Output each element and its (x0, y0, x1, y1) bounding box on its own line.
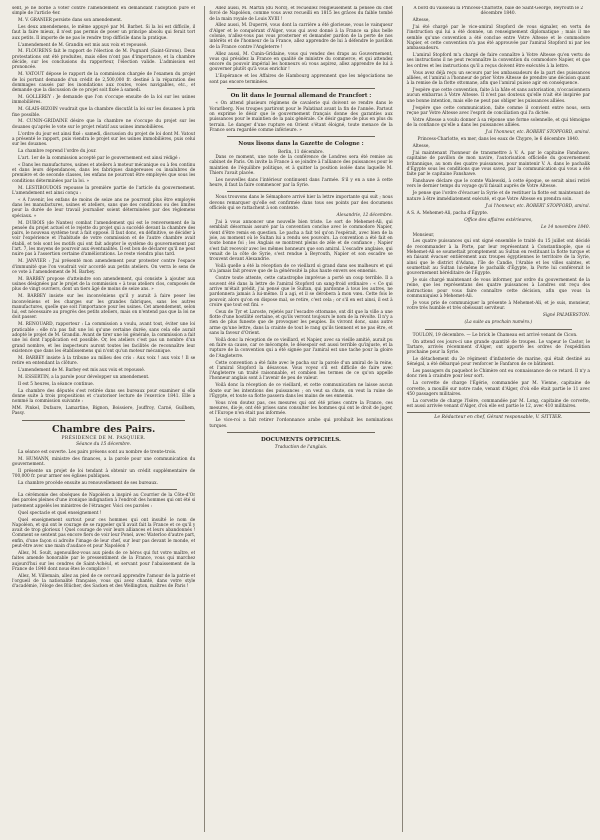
office-title: Office des affaires extérieures, (464, 217, 533, 223)
paragraph: L'amendement de M. Barbey est mis aux voix et repoussé. (18, 367, 146, 373)
signature: J'ai l'honneur, etc. ROBERT STOPFORD, amiral. (485, 129, 590, 135)
paragraph: L'art. 1er de la commission accepté par le gouvernement est ainsi rédigé : (18, 155, 181, 161)
letter-header: Princess-Charlotte, en mer, dans les eaux de Chypre, le 6 décembre 1840. (417, 137, 580, 143)
paragraph: M. CUNIN-GRIDAINE désire que la chambre ne s'occupe du projet sur les douanes qu'après le vote sur le projet relatif aux usines immobilières. (12, 119, 196, 130)
divider (30, 489, 177, 490)
salutation: Altesse, (412, 18, 430, 24)
presidence-line: PRÉSIDENCE DE M. PASQUIER. (61, 435, 146, 441)
editor-signoff: Le Rédacteur en chef, Gérant responsable, V. SITTIER. (407, 412, 590, 420)
signature: Signé PALMERSTON. (542, 313, 590, 319)
paragraph: M. GOLLEREY : Je demande que l'on s'occupe ensuite de la loi sur les usines immobilières. (12, 95, 196, 106)
paragraph: L'ordre du jour est ainsi fixé : samedi, discussion du projet de loi dont M. Vatout a présenté le rapport, puis viendra le projet sur les usines immobilières, puis celui sur les douanes. (12, 131, 196, 148)
salutation: Altesse, (412, 144, 430, 150)
paragraph: Votre Altesse a voulu donner à sa réponse une forme solennelle, et qui témoigne de la confiance qu'elle a dans les puissances alliées. (406, 117, 590, 129)
paragraph: M. BARBEY insiste à la tribune au milieu des cris : Aux voix ! aux voix ! Il se retire en entendant la clôture. (12, 355, 196, 366)
paragraph: Nous trouvons dans le Sémaphore arrivé hier la lettre importante qui suit ; nous devons remarquer qu'elle est confirmée dans tous ses points par des documens officiels qui se rattachent à son contexte. (209, 195, 393, 211)
columns (12, 6, 590, 832)
paragraph: M. DUBOIS (de Nantes) combat l'amendement qui est le renversement de la pensée du projet actuel et le rejette du projet qui a succédé devant la chambre des pairs, le nouveau système tout à fait opposé. Il faut donc, en définitive, se décider à voir l'expérience et l'habitude de votre commission et de l'autre chambre avait établi, et tels sont les motifs qui ont fait adopter le système du gouvernement par l'art. 7, les moyens de pourvoir aux éventualités. Il est bon de déclarer qu'il ne peut nuire pas à l'assertion certaine d'améliorations. Le reste viendra plus tard. (12, 220, 196, 258)
paragraph: TOULON, 19 décembre. — Le brick le Chameau est arrivé venant de Cicon. (412, 332, 578, 338)
paragraph: La chambre reprend l'ordre du jour. (18, 149, 97, 155)
paragraph: sent, je ne borne à voter contre l'amendement en demandant l'adoption pure et simple de l'article 4er. (12, 6, 196, 17)
paragraph: La corvette de charge l'Isère, commandée par M. Long, capitaine de corvette, est aussi arrivée venant d'Alger, d'où elle est partie le 12, avec 410 militaires. (406, 398, 590, 410)
paragraph: M. V. GRANIER persiste dans son amendement. (18, 18, 123, 24)
paragraph: J'espère que cette communication, faite comme il convient entre nous, sera reçue par Votre Altesse avec l'esprit de conciliation qui l'a dictée. (406, 105, 590, 116)
paragraph: Les deux amendemens, le même appuyé par M. Barbet. Si la loi est difficile, il faut la faire mieux, il n'est pas permis de poser un principe absolu qui ferait tort aux petits. Il importe de ne pas le rendre trop difficile dans la pratique. (12, 25, 196, 41)
paragraph: Le détachement du 2e régiment d'infanterie de marine, qui était destiné au Sénégal, a été débarqué pour renforcer le Fanfaron de ce bâtiment. (406, 357, 590, 368)
dateline: Berlin, 11 décembre. (278, 149, 324, 155)
paragraph: Les nouvelles dans l'intérieur continuent dans l'armée. S'il y en a une à cette heure, il faut la faire commencer par la Syrie. (209, 177, 393, 189)
divider (227, 136, 374, 137)
paragraph: M. ESSERTIN, a la parole pour développer un amendement. (18, 374, 150, 380)
paragraph: Contre toute attente, cette catastrophe imprévue a porté un coup terrible. Il a souvent été dans la lettre de l'amiral Stopford un sang-froid ordinaire : « Ce qui arrive m'était prédit, j'ai pensé que le Sultan, qui pardonne à tous les autres, ne pardonnera jamais à lui-même. Il a agi, et il se dérobera à mon vœu. Cette fois le pouvoir, alors qu'on en dispose mal, se retire, c'est cela ; or s'il en est ainsi, il est à croire que tout est fini. » (209, 276, 393, 308)
paragraph: On attend ces jours-ci une grande quantité de troupes. Le vapeur le Castor, le Tartare, arrivés récemment d'Alger, ont apporté les ordres de l'expédition prochaine pour la Syrie. (406, 339, 590, 356)
paragraph: J'ai été chargé par le vice-amiral Stopford de vous signaler, en vertu de l'instruction qui lui a été donnée, un renseignement diplomatique ; mais il me semble qu'une convention a été conclue entre Votre Altesse et le commodore Napier, et cette convention n'a pas été approuvée par l'amiral Stopford ni par les ambassadeurs. (406, 25, 590, 52)
paragraph: Voilà donc la réception de ce vieillard, et cette communication ne laisse aucun doute sur les intentions des puissances ; on veut sa chute, on veut la ruine de l'Égypte, et toute sa flotte passera dans les mains de ses ennemis. (209, 383, 393, 399)
paragraph: M. FLOURENS fait le rapport de l'élection de M. Pugnard (Saint-Girons). Deux protestations ont été produites, mais elles n'ont pas d'importance, et la chambre décide, sur les conclusions du rapporteur, l'élection valide. L'admission est prononcée. (12, 49, 196, 71)
paragraph: Allez aussi, M. Martin (du Nord), et recueillez religieusement la pensée du chef forcé de Napoléon, comme vous avez recueilli en 1815 les grâces du faible tombé de la main royale de Louis XVIII ! (209, 6, 393, 22)
paragraph: La corvette de charge l'Égérie, commandée par M. Vienne, capitaine de corvette, a mouillé sur notre rade, venant d'Alger, d'où elle était partie le 11 avec 450 passagers militaires. (406, 381, 590, 397)
paragraph: Les quatre puissances qui ont signé ensemble le traité du 15 juillet ont décidé de recommander à la Porte, par leur représentant à Constantinople, que si Mehemet-Ali se soumettait promptement au Sultan en restituant la flotte turque et en faisant évacuer entièrement aux troupes égyptiennes le territoire de la Syrie, ainsi que le district d'Adana, l'île de Candie, l'Arabie et les villes saintes, et soumettait au Sultan lui-même le pachalik d'Égypte, la Porte lui conférerait le gouvernement héréditaire de l'Égypte. (406, 239, 590, 277)
paragraph: La cérémonie des obsèques de Napoléon a inspiré au Courrier de la Côte-d'Or des paroles pleines d'une ironique indignation à l'endroit des hommes qui ont été si justement appelés les ministres de l'étranger. Voici ces paroles : (12, 493, 196, 509)
recipient: A S. A. Mehemet-Ali, pacha d'Égypte. (406, 210, 489, 216)
divider (425, 329, 572, 330)
paragraph: « A l'avenir, les enfans de moins de seize ans ne pourront plus être employés dans les manufactures, usines et ateliers, sans que des conditions ou des limites pour la durée de leur travail journalier soient déterminées par des règlemens spéciaux. » (12, 197, 196, 219)
article-title: On lit dans le Journal allemand de Francfort : (230, 92, 372, 99)
column-2 (204, 6, 392, 832)
paragraph: Ceux de Tyr et Laroste, rejetés par l'escadre ottomane, ont dit que la ville a une flotte d'une hostilité certaine, et qu'ils verront toujours le nom de la révolte. Il n'y a rien de plus funeste que de provoquer les peuples. Ils vivront donc, sans autre arme qu'une lettre, dans la crainte de tout le rang qu'ils tiennent et ne pas être, et sans la faveur d'Orient. (209, 309, 393, 336)
signature: J'ai l'honneur, etc. ROBERT STOPFORD, amiral. (485, 203, 590, 209)
section-divider (22, 420, 185, 421)
paragraph: J'ai maintenant l'honneur de transmettre à V. A. par le capitaine Fanshawe, capitaine de pavillon de mon navire, l'autorisation officielle du gouvernement britannique, au nom des quatre puissances, pour maintenir V. A. dans le pachalik d'Égypte sous les conditions que vous savez, par la communication qui vous a été faite par le capitaine Fanshawe. (406, 151, 590, 178)
paragraph: M. VATOUT dépose le rapport de la commission chargée de l'examen du projet de loi portant demande d'un crédit de 2,500,000 fr. destiné à la réparation des dommages causés par les inondations aux routes, voies navigables, etc., et demande que la discussion de ce projet soit fixée à samedi. (12, 72, 196, 94)
column-3 (402, 6, 590, 832)
paragraph: Je pense que l'ordre d'évacuer la Syrie et de restituer la flotte est maintenant de nature à être immédiatement exécuté, et que Votre Altesse en prendra soin. (406, 191, 590, 202)
paragraph: Voilà quelle a été la réception de ce vieillard si grand dans ses malheurs et qui n'a jamais fait preuve que de la générosité la plus haute envers ses ennemis. (209, 264, 393, 275)
paragraph: L'Espérance et les Affaires de Hambourg apprennent que les négociations ne sont pas encore terminées. (209, 74, 393, 85)
paragraph: M. BARBEY propose d'atteindre son amendement, qui consiste à ajouter aux usines désignées par le projet de la commission « à tous ateliers clos, composés de plus de vingt ouvriers, dont un tiers âgé de moins de seize ans. » (12, 276, 196, 293)
paragraph: La chambre des députés s'est retirée dans ses bureaux pour examiner si elle donne suite à trois propositions et c'autoriser lecture de l'exercice 1841. Elle a nommé la commission suivante : (12, 388, 196, 405)
paragraph: Il est 5 heures, la séance continue. (18, 381, 94, 387)
letter-header: A bord du vaisseau la Princess-Charlotte, baie de Saint-George, Beyrouth le 2 décembre 1840. (413, 6, 584, 17)
paragraph: Allez, M. Villemain, allez au pied de ce cercueil apprendre l'amour de la patrie et l'orgueil de la nationalité française, vous qui avez chanté, dans votre style d'académie, l'éloge des Blücher, des Sacken et des Wellington, maîtres de Paris ! (12, 573, 196, 590)
paragraph: Voilà donc la réception de ce vieillard, et Napier, avec sa vieille amitié, aurait pu en faire sa cause, car ce mécompte, le désespoir est aussi terrible qu'injuste, et la rupture de la convention qui a été signée par l'amiral est une tache pour la gloire de l'Angleterre. (209, 337, 393, 359)
paragraph: M. GLAIS-BIZOIN voudrait que la chambre discutât la loi sur les douanes à prix fixe possible. (12, 107, 196, 118)
paragraph: J'ai à vous annoncer une nouvelle bien triste. Le sort de Mehemet-Ali, qui semblait désormais assuré par la convention conclue avec le commodore Napier, vient d'être remis en question. Le pacha a fait tel qu'on l'espérait, avec bien de la joie, au moment où le Sultan lui a rendu ses pouvoirs. La convention a été fait en toute bonne foi ; les Anglais se montrent pleins de zèle et de confiance ; Napier s'est fait recevoir avec les mêmes honneurs que son amiral. L'escadre anglaise, qui venait de la côte de Syrie, s'est rendue à Beyrouth, Napier et son escadre se trouvent devant Alexandrie. (209, 220, 393, 263)
divider (227, 191, 374, 192)
divider (227, 432, 374, 433)
article-title: Nous lisons dans la Gazette de Cologne : (238, 141, 364, 148)
section-heading: Chambre des Pairs. (51, 423, 156, 435)
seance-line: Séance du 15 décembre. (76, 442, 132, 448)
translation-note: Traduction de l'anglais. (274, 445, 328, 451)
paragraph: J'espère que cette convention, faite à la hâte et sans autorisation, n'occasionnera aucun embarras à Votre Altesse. Il n'est pas douteux qu'elle n'ait été inspirée par une bonne intention, mais elle ne peut pas obliger les puissances alliées. (406, 88, 590, 104)
paragraph: Il présente un projet de loi tendant à obtenir un crédit supplémentaire de 700,000 fr. pour armer ses églises publiques. (12, 468, 196, 479)
paragraph: La séance est ouverte. Les pairs présens sont au nombre de trente-trois. (18, 449, 177, 455)
paragraph: Vous n'en doutez pas, ces mesures qui ont été prises contre la France, ces mesures, dis-je, ont été prises sans consulter les hommes qui ont le droit de juger, et l'Europe n'en était pas informée. (209, 400, 393, 417)
paragraph: Les passagers du paquebot le Chimère ont eu connaissance de ce retard. Il n'y a donc rien à craindre pour leur sort. (406, 369, 590, 380)
documents-title: DOCUMENTS OFFICIELS. (261, 436, 341, 443)
paragraph: M. BARBEY insiste sur les inconvéniens qu'il y aurait à faire peser les inconvéniens et les charges sur les grandes fabriques, sans les autres manufactures, quelle que soit l'importance pour les usines. Cet amendement, selon lui, est nécessaire au progrès des petits ateliers, mais on n'entend pas que la loi ne doit passer. (12, 294, 196, 321)
paragraph: M. JANVIER : J'ai présenté mon amendement pour protester contre l'espace d'immunité que l'on voudrait voir accordé aux petits ateliers. On verra le sens de ce vote à l'amendement de M. Barbey. (12, 259, 196, 275)
salutation: Monsieur, (412, 232, 435, 238)
paragraph: M. RENOUARD, rapporteur : La commission a voulu, avant tout, éviter une loi praticable : elle n'a pas fait une loi qu'une certaine durée, sans cela elle aurait adopté le projet de M. Grandin. Avant de tirer une loi générale, la commission a fait une loi dont l'application est possible. Or, les ateliers c'est pas un nombre d'un grand nombre, et les inspecteurs auront toutes les facilités de reconnaître leur existence que dans les établissemens qui n'ont qu'un moteur mécanique. (12, 322, 196, 354)
paragraph: Quel spectacle et quel enseignement ! (18, 510, 102, 516)
paragraph: Allez, M. Soult, agenouillez-vous aux pieds de ce héros qui fut votre maître, et faites amende honorable par le pressentiment de la France, vous qui marchez aujourd'hui sur les cendres de Saint-Achéul, et servant pour l'abaissement de la France de 1840 dont nous êtes le complice ! (12, 550, 196, 572)
paragraph: Allez aussi, M. Duperré, vous dont la carrière a été glorieuse, vous le vainqueur d'Alger et le conquérant d'Alger, vous qui avez donné à la France sa plus belle colonie, n'allez-vous pas vous prosterner et demander pardon de la perte de nos intérêts et de l'honneur de la France, allez apprendre de lui à défendre le pavillon de la France contre l'Angleterre ! (209, 23, 393, 50)
paragraph: M. LESTIBOUDOIS repousse la première partie de l'article du gouvernement. L'amendement est ainsi conçu : (12, 185, 196, 196)
paragraph: Quel enseignement surtout pour ces hommes qui ont insulté le nom de Napoléon, et qui ont le courage de se rappeler qu'il avait fait la France et ce qu'il y avait de trop glorieux ! Quel courage de voir leurs alliances et leurs abandonnés ! Comment se sentent pas encore fiers de voir leur Ponel, avec Waterloo d'autre part, enfin, d'une façon si adroite l'image de leur chef, sur leur pas devant le monde, et peut-être avec une main d'audace et pour Napoléon ? (12, 517, 196, 550)
paragraph: Vous avez déjà reçu un secours par les ambassadeurs de la part des puissances alliées, et l'amiral a l'honneur de prier Votre Altesse de prendre une décision quant à la remise de la flotte ottomane, afin que l'amiral puisse agir en conséquence. (406, 70, 590, 87)
dateline: Le 14 novembre 1840. (540, 225, 590, 231)
paragraph: La chambre procède ensuite au renouvellement de ses bureaux. (18, 480, 158, 486)
paragraph: « Dans les manufactures, usines et ateliers à moteur mécanique ou à feu continu et dans leurs dépendances, dans les fabriques dangereuses ou insalubres de première et de seconde classes, les enfans ne pourront être employés que sous les conditions déterminées par la loi. » (12, 162, 196, 184)
paragraph: L'amendement de M. Grandin est mis aux voix et repoussé. (18, 42, 148, 48)
paragraph: Fanshawe déclare que le comte Walewski, à cette époque, se serait ainsi retiré vers le dernier temps du voyage qu'il faisait auprès de Votre Altesse. (406, 179, 590, 190)
paragraph: L'amiral Stopford m'a chargé de faire connaître à Votre Altesse qu'en vertu de ses instructions il ne peut reconnaître la convention du commodore Napier, et que les ordres et les instructions qu'il a reçus doivent être exécutés à la lettre. (406, 53, 590, 69)
paragraph: Allez aussi, M. Cunin-Gridaine, vous qui vendez des draps au Gouvernement, vous qui présidez la France en qualité de ministre du commerce, et qui attendez encore du pouvoir impérial les honneurs où vous aspirez, allez apprendre de lui à gouverner plutôt qu'à vous enrichir ! (209, 51, 393, 73)
continuation-note: (La suite au prochain numéro.) (464, 320, 533, 326)
paragraph: Le vice-roi a fait retirer l'ordonnance arabe qui prohibait les nominations turques. (209, 418, 393, 429)
paragraph: Dans ce moment, une note de la conférence de Londres sera été remise au cabinet de Paris. On invite la France à se joindre à l'alliance des puissances pour le maintien de l'équilibre politique, et à quitter la position isolée dans laquelle M. Thiers l'avait placée. (209, 155, 393, 176)
dateline: Alexandrie, 12 décembre. (336, 212, 393, 218)
paragraph: M. HUMANN, ministre des finances, a la parole pour une communication du gouvernement. (12, 456, 196, 467)
paragraph: MM. Pinkel, Dufaure, Lamartine, Bignon, Boissiere, Jouffroy, Carné, Guilhem, Passy. (12, 406, 196, 417)
paragraph: Je suis chargé maintenant de vous informer, par ordre du gouvernement de la reine, que les représentans des quatre puissances à Londres ont reçu des instructions pour vous faire connaître cette décision, afin que vous la communiquiez à Mehemet-Ali. (406, 278, 590, 299)
column-1 (12, 6, 195, 832)
paragraph: Je vous prie de communiquer la présente à Mehemet-Ali, et je suis, monsieur, votre très humble et très obéissant serviteur. (406, 300, 590, 312)
divider (227, 88, 374, 89)
paragraph: « On attend plusieurs régimens de cavalerie qui doivent se rendre dans le Vorarlberg. Nos troupes partiront pour le Palatinat avant la fin de l'année. Partout on exprime le désir que le gouvernement français donne des garanties aux puissances pour le maintien de la paix générale. Ce désir gagne de plus en plus du terrain. Le danger d'une rupture en Orient s'étant éloigné, toute menace de la France sera regardée comme inférieure. » (209, 101, 393, 133)
paragraph: Cette convention a été faite avec le pacha sur la parole d'un amiral de la reine, et l'amiral Stopford la désavoue. Vous voyez s'il est difficile de faire avec l'Angleterre un traité raisonnable, et combien les termes de ce qu'on appelle l'honneur anglais sont à l'avenir de peu de valeur. (209, 360, 393, 382)
